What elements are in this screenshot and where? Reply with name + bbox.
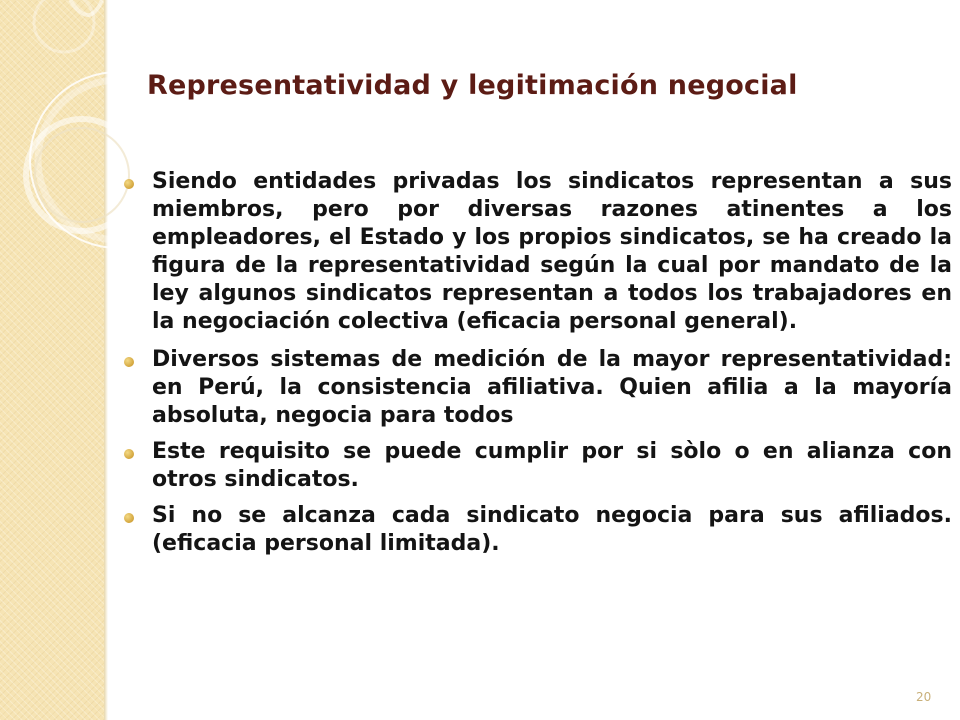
bullet-text: Siendo entidades privadas los sindicatos representan a sus miembros, pero por diversas razones atinentes a los empleadores, el Estado y los propios sindicatos, se ha creado la figura de la representatividad según la cual por mandato de la ley algunos sindicatos representan a todos los trabajadores en la negociación colectiva (eficacia personal general). — [152, 169, 952, 334]
bullet-item — [122, 346, 952, 430]
bullet-dot-icon — [124, 449, 134, 459]
bullet-text: Diversos sistemas de medición de la mayor representatividad: en Perú, la consistencia afiliativa. Quien afilia a la mayoría absoluta, negocia para todos — [152, 347, 952, 428]
bullet-item — [122, 168, 952, 336]
bullet-text: Si no se alcanza cada sindicato negocia para sus afiliados. (eficacia personal limitada). — [152, 503, 952, 556]
bullet-dot-icon — [124, 179, 134, 189]
bullet-list — [122, 168, 952, 566]
bullet-text: Este requisito se puede cumplir por si sòlo o en alianza con otros sindicatos. — [152, 439, 952, 492]
page-number: 20 — [916, 690, 932, 704]
slide-title: Representatividad y legitimación negocial — [147, 70, 798, 101]
bullet-dot-icon — [124, 357, 134, 367]
bullet-dot-icon — [124, 513, 134, 523]
bullet-item — [122, 502, 952, 558]
bullet-item — [122, 438, 952, 494]
